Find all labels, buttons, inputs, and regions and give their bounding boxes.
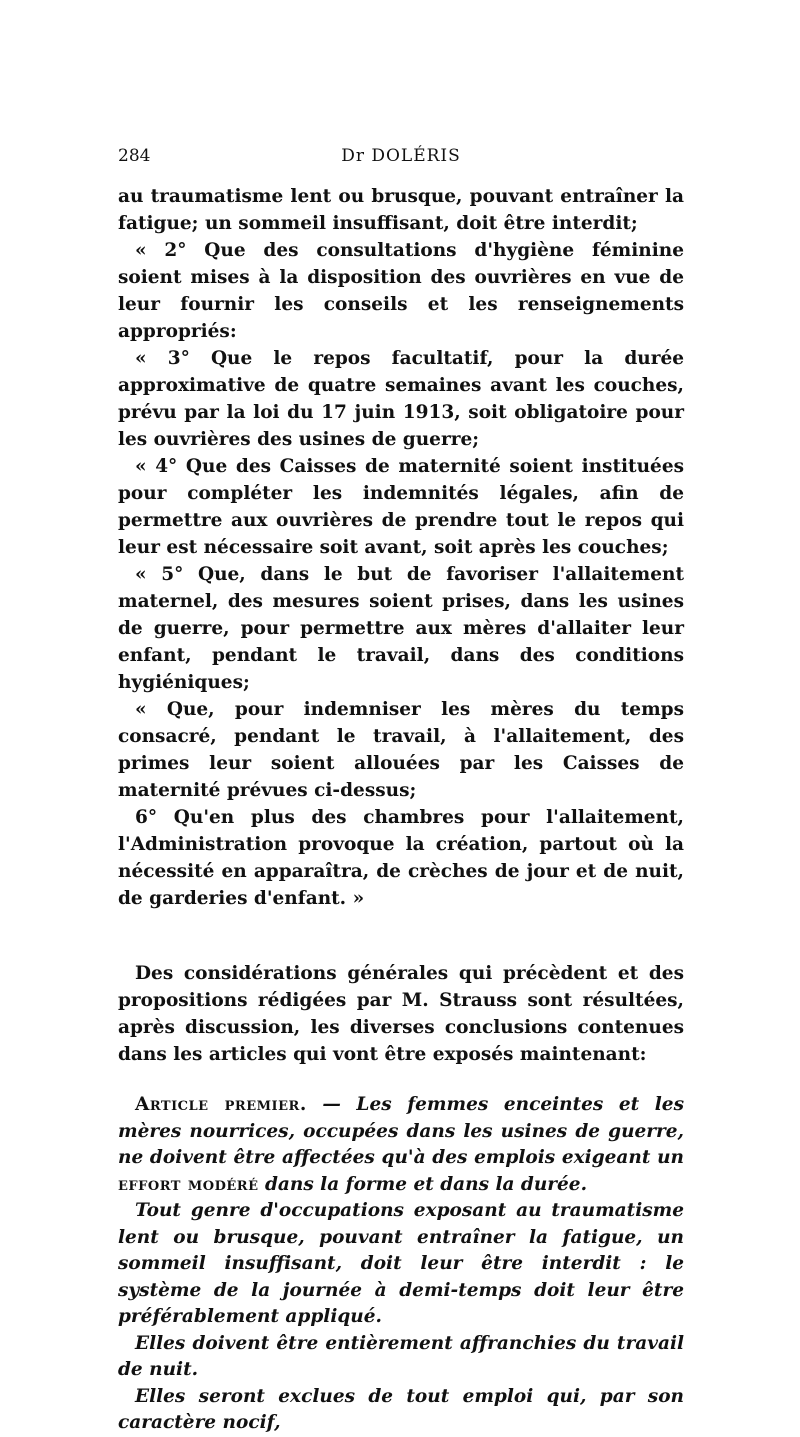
article-emphasis: effort modéré bbox=[118, 1173, 259, 1195]
article-label: Article premier. bbox=[135, 1094, 307, 1115]
quote-paragraph: « Que, pour indemniser les mères du temps consacré, pendant le travail, à l'allaitement, des primes leur soient allouées par les Caisses de maternité prévues ci-dessus; bbox=[118, 699, 684, 801]
running-title: Dr DOLÉRIS bbox=[341, 146, 461, 166]
page-body bbox=[118, 183, 684, 1437]
running-header bbox=[118, 146, 684, 170]
quote-paragraph: « 2° Que des consultations d'hygiène féminine soient mises à la disposition des ouvrières en vue de leur fournir les conseils et les renseignements appropriés: bbox=[118, 240, 684, 342]
quote-paragraph: « 4° Que des Caisses de maternité soient instituées pour compléter les indemnités légales, afin de permettre aux ouvrières de prendre tout le repos qui leur est nécessaire soit avant, soit après les couches; bbox=[118, 456, 684, 558]
section-spacer bbox=[118, 1068, 684, 1092]
quote-paragraph: au traumatisme lent ou brusque, pouvant entraîner la fatigue; un sommeil insuffisant, doit être interdit; bbox=[118, 186, 684, 234]
article-paragraph: Elles doivent être entièrement affranchies du travail de nuit. bbox=[118, 1332, 684, 1380]
page-number: 284 bbox=[118, 146, 151, 166]
quote-paragraph: 6° Qu'en plus des chambres pour l'allaitement, l'Administration provoque la création, partout où la nécessité en apparaîtra, de crèches de jour et de nuit, de garderies d'enfant. » bbox=[118, 807, 684, 909]
article-paragraph: Tout genre d'occupations exposant au traumatisme lent ou brusque, pouvant entraîner la fatigue, un sommeil insuffisant, doit leur être interdit : le système de la journée à demi-temps doit leur être préférablement appliqué. bbox=[118, 1200, 684, 1327]
section-spacer bbox=[118, 912, 684, 960]
quote-paragraph: « 3° Que le repos facultatif, pour la durée approximative de quatre semaines avant les couches, prévu par la loi du 17 juin 1913, soit obligatoire pour les ouvrières des usines de guerre; bbox=[118, 348, 684, 450]
article-first-paragraph bbox=[118, 1092, 684, 1198]
article-paragraph: Elles seront exclues de tout emploi qui, par son caractère nocif, bbox=[118, 1385, 684, 1433]
article-text-part1: — Les femmes enceintes et les mères nourrices, occupées dans les usines de guerre, ne doivent être affectées qu'à des emplois exigeant un bbox=[118, 1094, 684, 1168]
quote-paragraph: « 5° Que, dans le but de favoriser l'allaitement maternel, des mesures soient prises, dans les usines de guerre, pour permettre aux mères d'allaiter leur enfant, pendant le travail, dans des conditions hygiéniques; bbox=[118, 564, 684, 693]
article-text-part2: dans la forme et dans la durée. bbox=[258, 1173, 588, 1195]
intro-paragraph: Des considérations générales qui précèdent et des propositions rédigées par M. Strauss sont résultées, après discussion, les diverses conclusions contenues dans les articles qui vont être exposés maintenant: bbox=[118, 963, 684, 1065]
